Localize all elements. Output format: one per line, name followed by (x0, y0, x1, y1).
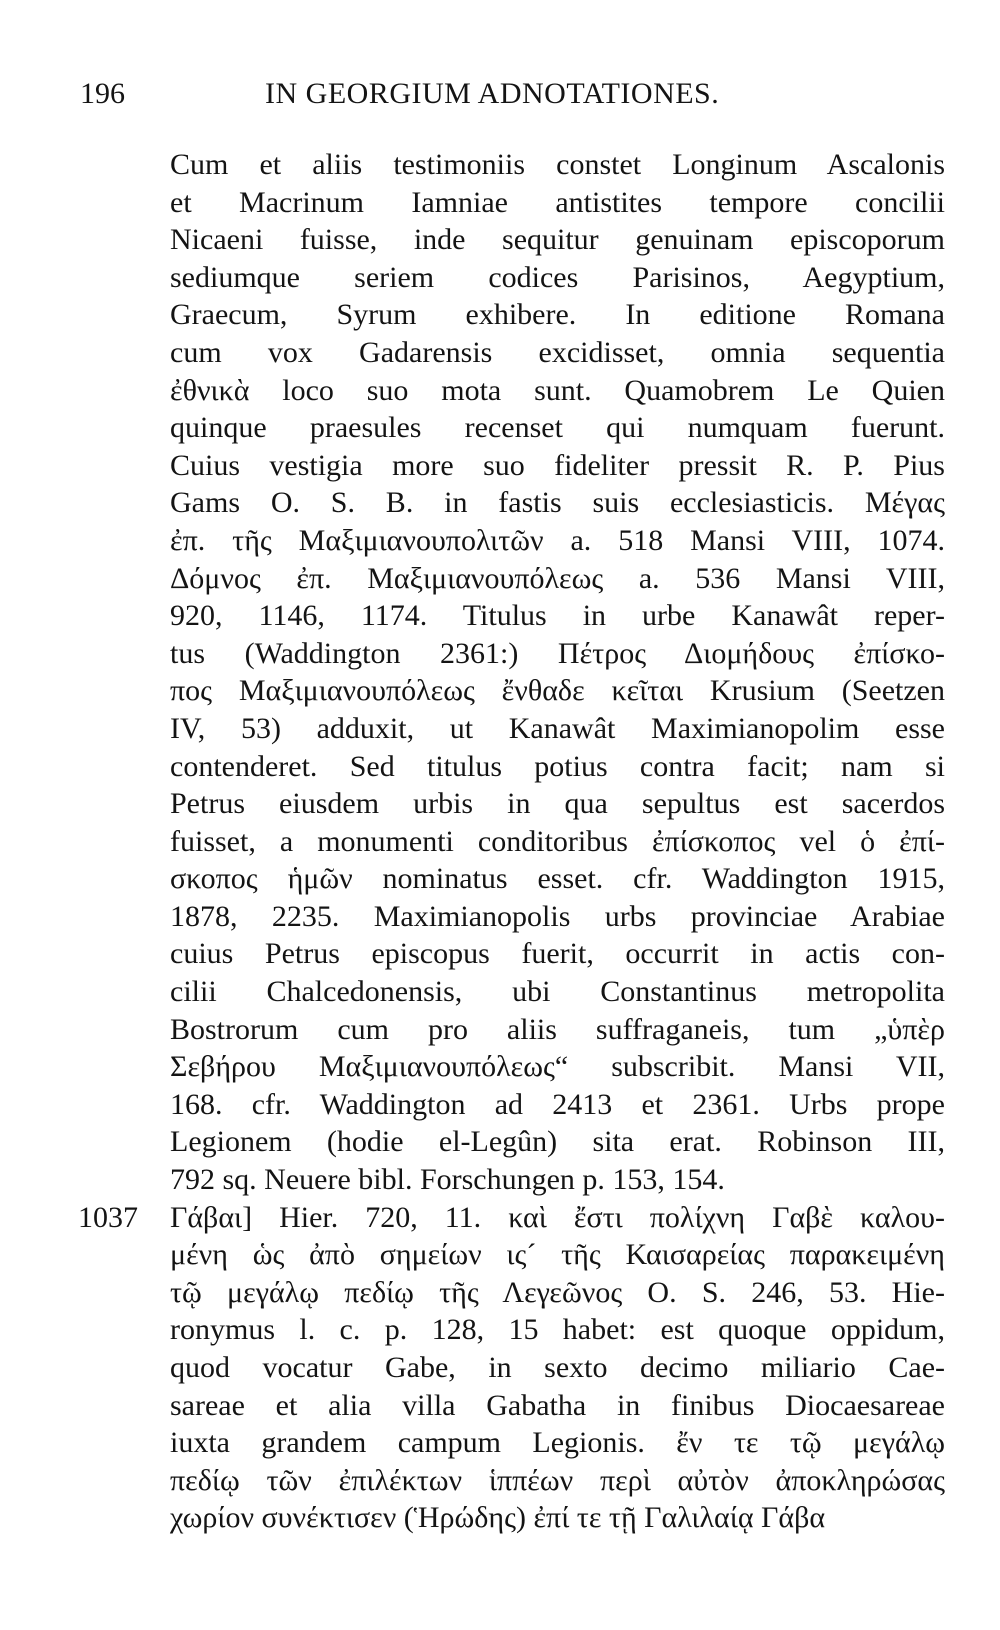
text-line: sareae et alia villa Gabatha in finibus Diocaesareae (170, 1388, 945, 1422)
text-line: Graecum, Syrum exhibere. In editione Romana (170, 298, 945, 332)
text-line: 1878, 2235. Maximianopolis urbs provinciae Arabiae (170, 899, 945, 933)
text-line: 920, 1146, 1174. Titulus in urbe Kanawât reper- (170, 599, 945, 633)
text-line: IV, 53) adduxit, ut Kanawât Maximianopolim esse (170, 711, 945, 745)
text-line: πος Μαξιμιανουπόλεως ἔνθαδε κεῖται Krusium (Seetzen (170, 674, 945, 708)
text-line: ἐθνικὰ loco suo mota sunt. Quamobrem Le Quien (170, 373, 945, 407)
text-line: 168. cfr. Waddington ad 2413 et 2361. Urbs prope (170, 1087, 945, 1121)
text-line: τῷ μεγάλῳ πεδίῳ τῆς Λεγεῶνος O. S. 246, 53. Hie- (170, 1275, 945, 1309)
text-line: quinque praesules recenset qui numquam fuerunt. (170, 411, 945, 445)
text-line: Cuius vestigia more suo fideliter pressit R. P. Pius (170, 448, 945, 482)
text-line: sediumque seriem codices Parisinos, Aegyptium, (170, 260, 945, 294)
text-line: σκοπος ἡμῶν nominatus esset. cfr. Waddington 1915, (170, 862, 945, 896)
text-line: quod vocatur Gabe, in sexto decimo miliario Cae- (170, 1351, 945, 1384)
text-line: Δόμνος ἐπ. Μαξιμιανουπόλεως a. 536 Mansi VIII, (170, 561, 945, 595)
running-header (80, 72, 760, 116)
running-title: IN GEORGIUM ADNOTATIONES. (265, 77, 720, 110)
text-line: fuisset, a monumenti conditoribus ἐπίσκοπος vel ὁ ἐπί- (170, 824, 945, 858)
text-line: contenderet. Sed titulus potius contra facit; nam si (170, 749, 945, 783)
text-line: tus (Waddington 2361:) Πέτρος Διομήδους ἐπίσκο- (170, 636, 945, 670)
text-line: χωρίον συνέκτισεν (Ἡρώδης) ἐπί τε τῇ Γαλιλαίᾳ Γάβα (170, 1501, 826, 1535)
text-line: ἐπ. τῆς Μαξιμιανουπολιτῶν a. 518 Mansi VIII, 1074. (170, 523, 945, 557)
text-line: Legionem (hodie el-Legûn) sita erat. Robinson III, (170, 1125, 945, 1159)
text-line: et Macrinum Iamniae antistites tempore concilii (170, 185, 945, 219)
text-line-numbered (78, 1199, 945, 1237)
body-text (78, 146, 945, 1537)
text-line: ronymus l. c. p. 128, 15 habet: est quoque oppidum, (170, 1313, 945, 1347)
text-line: Nicaeni fuisse, inde sequitur genuinam episcoporum (170, 223, 945, 257)
text-line: Cum et aliis testimoniis constet Longinum Ascalonis (170, 148, 945, 181)
text-line: πεδίῳ τῶν ἐπιλέκτων ἱππέων περὶ αὐτὸν ἀποκληρώσας (170, 1463, 945, 1497)
text-line: Σεβήρου Μαξιμιανουπόλεως“ subscribit. Mansi VII, (170, 1050, 945, 1084)
text-line: cum vox Gadarensis excidisset, omnia sequentia (170, 335, 945, 369)
text-line: μένη ὡς ἀπὸ σημείων ις´ τῆς Καισαρείας παρακειμένη (170, 1238, 945, 1272)
text-line: cuius Petrus episcopus fuerit, occurrit in actis con- (170, 937, 945, 971)
text-line: iuxta grandem campum Legionis. ἔν τε τῷ μεγάλῳ (170, 1426, 945, 1460)
text-line-content: Γάβαι] Hier. 720, 11. καὶ ἔστι πολίχνη Γαβὲ καλου- (170, 1200, 945, 1234)
text-line: Gams O. S. B. in fastis suis ecclesiasticis. Μέγας (170, 486, 945, 520)
text-line: 792 sq. Neuere bibl. Forschungen p. 153, 154. (170, 1163, 725, 1197)
text-line: Bostrorum cum pro aliis suffraganeis, tum „ὑπὲρ (170, 1012, 945, 1046)
text-line: Petrus eiusdem urbis in qua sepultus est sacerdos (170, 787, 945, 821)
text-line: cilii Chalcedonensis, ubi Constantinus metropolita (170, 975, 945, 1009)
page-number: 196 (80, 77, 125, 110)
margin-line-number: 1037 (78, 1200, 138, 1234)
